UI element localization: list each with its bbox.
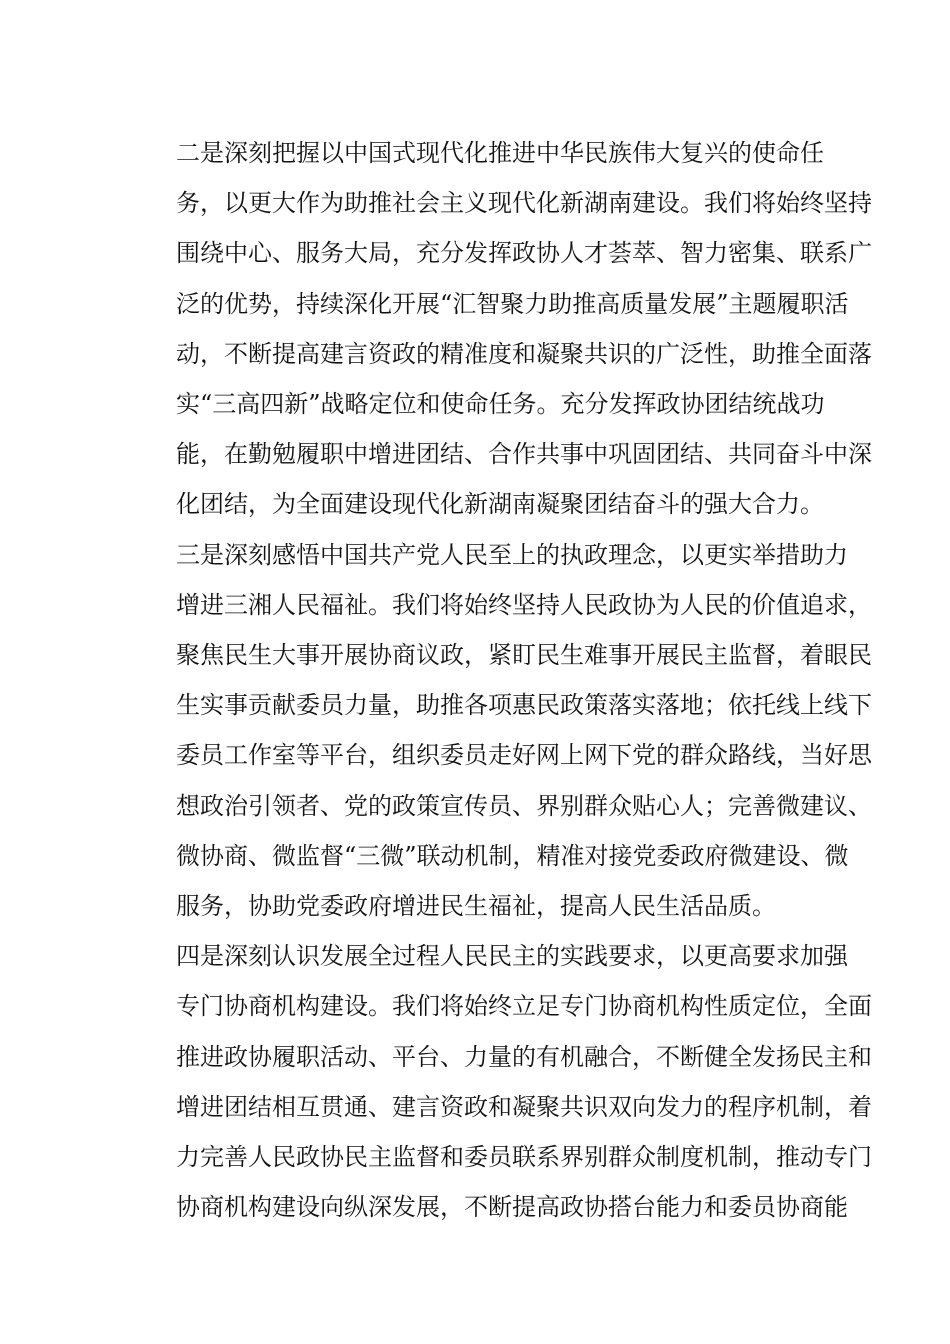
text-line: 务，以更大作为助推社会主义现代化新湖南建设。我们将始终坚持 xyxy=(176,189,872,218)
text-line: 力完善人民政协民主监督和委员联系界别群众制度机制，推动专门 xyxy=(176,1143,872,1172)
text-line: 服务，协助党委政府增进民生福祉，提高人民生活品质。 xyxy=(176,892,776,921)
text-line: 化团结，为全面建设现代化新湖南凝聚团结奋斗的强大合力。 xyxy=(176,490,824,519)
text-line: 能，在勤勉履职中增进团结、合作共事中巩固团结、共同奋斗中深 xyxy=(176,440,872,469)
text-line: 想政治引领者、党的政策宣传员、界别群众贴心人；完善微建议、 xyxy=(176,791,872,820)
text-line: 委员工作室等平台，组织委员走好网上网下党的群众路线，当好思 xyxy=(176,741,872,770)
text-line: 实“三高四新”战略定位和使命任务。充分发挥政协团结统战功 xyxy=(176,390,825,419)
text-line: 微协商、微监督“三微”联动机制，精准对接党委政府微建设、微 xyxy=(176,841,849,870)
text-line: 增进三湘人民福祉。我们将始终坚持人民政协为人民的价值追求， xyxy=(176,590,872,619)
text-line: 三是深刻感悟中国共产党人民至上的执政理念，以更实举措助力 xyxy=(176,540,848,569)
text-line: 四是深刻认识发展全过程人民民主的实践要求，以更高要求加强 xyxy=(176,942,848,971)
text-line: 推进政协履职活动、平台、力量的有机融合，不断健全发扬民主和 xyxy=(176,1042,872,1071)
text-line: 二是深刻把握以中国式现代化推进中华民族伟大复兴的使命任 xyxy=(176,139,824,167)
paragraph-4 xyxy=(143,931,872,1232)
text-line: 围绕中心、服务大局，充分发挥政协人才荟萃、智力密集、联系广 xyxy=(176,239,872,268)
paragraph-3 xyxy=(143,530,872,932)
text-line: 增进团结相互贯通、建言资政和凝聚共识双向发力的程序机制，着 xyxy=(176,1092,872,1121)
paragraph-2 xyxy=(143,128,872,530)
text-line: 专门协商机构建设。我们将始终立足专门协商机构性质定位，全面 xyxy=(176,992,872,1021)
text-line: 生实事贡献委员力量，助推各项惠民政策落实落地；依托线上线下 xyxy=(176,691,872,720)
text-line: 协商机构建设向纵深发展，不断提高政协搭台能力和委员协商能 xyxy=(176,1193,848,1222)
text-line: 泛的优势，持续深化开展“汇智聚力助推高质量发展”主题履职活 xyxy=(176,289,849,318)
document-body xyxy=(143,128,872,1232)
text-line: 聚焦民生大事开展协商议政，紧盯民生难事开展民主监督，着眼民 xyxy=(176,641,872,670)
text-line: 动，不断提高建言资政的精准度和凝聚共识的广泛性，助推全面落 xyxy=(176,339,872,368)
